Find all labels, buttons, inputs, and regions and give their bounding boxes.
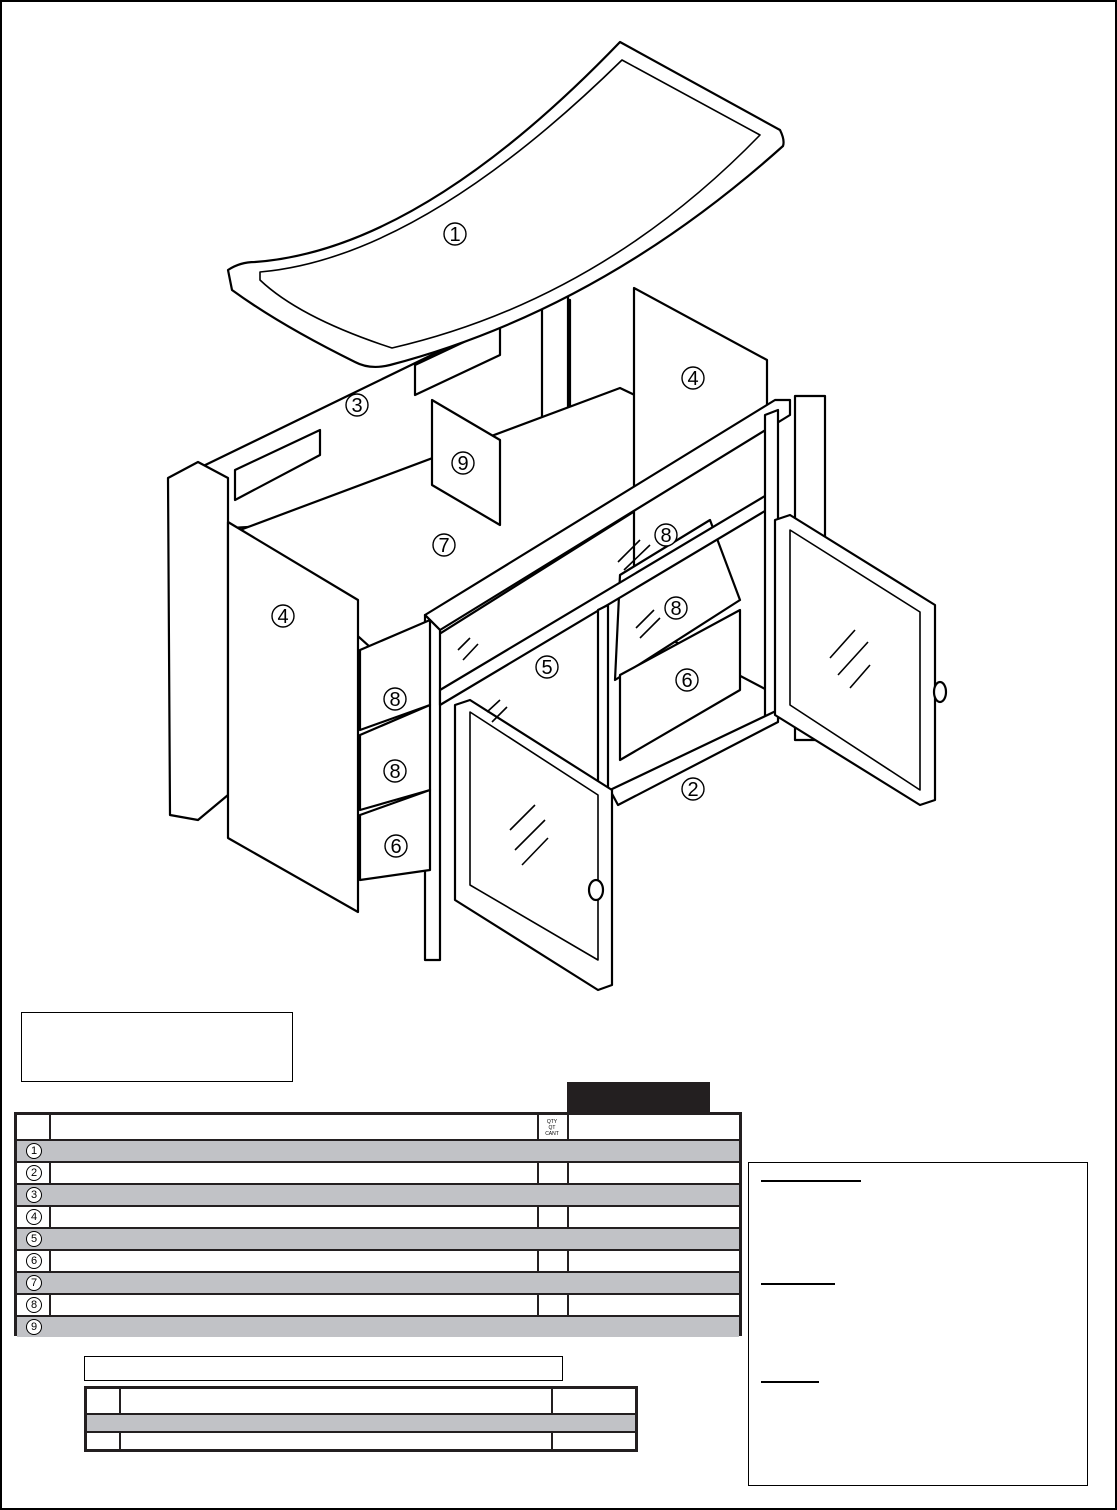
callout-2 xyxy=(682,778,704,801)
callout-6a xyxy=(676,669,698,692)
table-row xyxy=(17,1183,739,1205)
svg-text:1: 1 xyxy=(449,224,461,246)
heading-rule xyxy=(761,1180,861,1182)
svg-text:4: 4 xyxy=(687,368,699,390)
svg-text:4: 4 xyxy=(277,606,289,628)
callout-3 xyxy=(346,394,368,417)
callout-9 xyxy=(452,452,474,475)
table-row xyxy=(87,1413,635,1433)
hardware-label-box xyxy=(84,1356,563,1381)
table-row xyxy=(17,1315,739,1337)
hardware-table xyxy=(84,1386,638,1452)
svg-text:8: 8 xyxy=(389,689,401,711)
callout-8b xyxy=(665,597,687,620)
title-box xyxy=(21,1012,293,1082)
part-number: 7 xyxy=(26,1275,42,1291)
parts-header-tab xyxy=(567,1082,710,1112)
svg-text:8: 8 xyxy=(670,598,682,620)
table-row xyxy=(17,1271,739,1293)
svg-text:5: 5 xyxy=(541,657,553,679)
table-row xyxy=(17,1139,739,1161)
svg-text:2: 2 xyxy=(687,779,699,801)
callout-7 xyxy=(433,534,455,557)
part-number: 4 xyxy=(26,1209,42,1225)
callout-5 xyxy=(536,656,558,679)
table-row xyxy=(17,1293,739,1315)
part-number: 8 xyxy=(26,1297,42,1313)
left-outer-side xyxy=(168,462,228,820)
callout-4b xyxy=(272,605,294,628)
callout-1 xyxy=(444,223,466,246)
table-row xyxy=(17,1161,739,1183)
svg-text:8: 8 xyxy=(660,525,672,547)
heading-rule xyxy=(761,1283,835,1285)
callout-8c xyxy=(384,688,406,711)
table-row xyxy=(87,1431,635,1451)
part-number: 2 xyxy=(26,1165,42,1181)
notes-panel xyxy=(748,1162,1088,1486)
table-row xyxy=(17,1227,739,1249)
part-number: 9 xyxy=(26,1319,42,1335)
callout-8d xyxy=(384,760,406,783)
table-row xyxy=(17,1205,739,1227)
svg-text:6: 6 xyxy=(390,836,402,858)
top-board xyxy=(228,42,784,367)
part-number: 6 xyxy=(26,1253,42,1269)
svg-text:6: 6 xyxy=(681,670,693,692)
callout-6b xyxy=(385,835,407,858)
heading-rule xyxy=(761,1381,819,1383)
parts-table xyxy=(14,1112,742,1336)
table-row xyxy=(17,1249,739,1271)
part-number: 3 xyxy=(26,1187,42,1203)
svg-text:8: 8 xyxy=(389,761,401,783)
svg-text:7: 7 xyxy=(438,535,450,557)
callout-4a xyxy=(682,367,704,390)
part-number: 1 xyxy=(26,1143,42,1159)
part-number: 5 xyxy=(26,1231,42,1247)
callout-8a xyxy=(655,524,677,547)
qty-header: QTY QT CANT xyxy=(545,1119,559,1137)
svg-text:3: 3 xyxy=(351,395,363,417)
svg-text:9: 9 xyxy=(457,453,469,475)
